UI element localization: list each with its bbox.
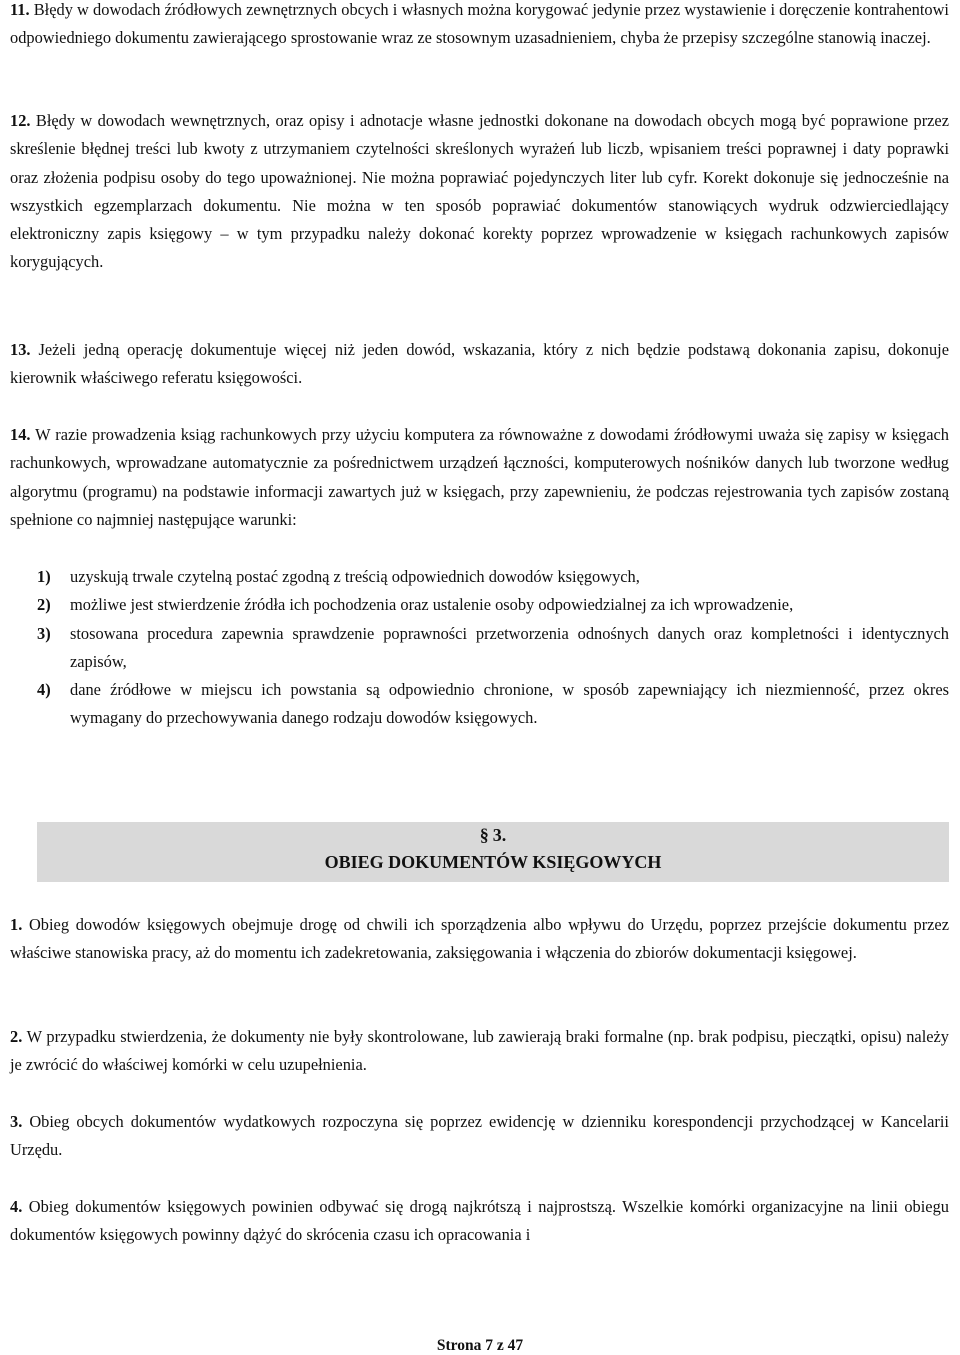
paragraph-11	[10, 0, 949, 53]
paragraph-number: 14.	[10, 425, 31, 444]
list-item	[37, 563, 949, 591]
paragraph-number: 13.	[10, 340, 31, 359]
list-item	[37, 591, 949, 619]
paragraph-text: Obieg dowodów księgowych obejmuje drogę od chwili ich sporządzenia albo wpływu do Urzędu, poprzez przejście dokumentu przez właściwe stanowiska pracy, aż do momentu ich zadekretowania, zaksięgowania i włączenia do zbiorów dokumentacji księgowej.	[10, 915, 949, 963]
circulation-paragraph-1	[10, 911, 949, 968]
paragraph-number: 3.	[10, 1112, 23, 1131]
paragraph-text: Obieg dokumentów księgowych powinien odbywać się drogą najkrótszą i najprostszą. Wszelkie komórki organizacyjne na linii obiegu dokumentów księgowych powinny dążyć do skrócenia czasu ich opracowania i	[10, 1197, 949, 1245]
paragraph-text: Jeżeli jedną operację dokumentuje więcej niż jeden dowód, wskazania, który z nich będzie podstawą dokonania zapisu, dokonuje kierownik właściwego referatu księgowości.	[10, 340, 949, 388]
paragraph-14	[10, 421, 949, 534]
list-item-text: stosowana procedura zapewnia sprawdzenie poprawności przetworzenia odnośnych danych oraz kompletności i identycznych zapisów,	[70, 623, 949, 671]
page-footer: Strona 7 z 47	[436, 1337, 524, 1354]
paragraph-number: 12.	[10, 111, 31, 130]
conditions-list	[37, 563, 949, 733]
circulation-paragraph-3	[10, 1108, 949, 1165]
paragraph-number: 2.	[10, 1027, 23, 1046]
paragraph-text: Błędy w dowodach wewnętrznych, oraz opisy i adnotacje własne jednostki dokonane na dowodach obcych mogą być poprawione przez skreślenie błędnej treści lub kwoty z utrzymaniem czytelności skreślonych wyrażeń lub liczb, wpisaniem treści poprawnej i daty poprawki oraz złożenia podpisu osoby do tego upoważnionej. Nie można poprawiać pojedynczych liter lub cyfr. Korekt dokonuje się jednocześnie na wszystkich egzemplarzach dokumentu. Nie można w ten sposób poprawiać dokumentów stanowiących wydruk odzwierciedlający elektroniczny zapis księgowy – w tym przypadku należy dokonać korekty poprzez wprowadzenie w księgach rachunkowych zapisów korygujących.	[10, 111, 949, 272]
paragraph-text: W przypadku stwierdzenia, że dokumenty nie były skontrolowane, lub zawierają braki formalne (np. brak podpisu, pieczątki, opisu) należy je zwrócić do właściwej komórki w celu uzupełnienia.	[10, 1027, 949, 1075]
list-item	[37, 676, 949, 733]
list-item-text: możliwe jest stwierdzenie źródła ich pochodzenia oraz ustalenie osoby odpowiedzialnej za ich wprowadzenie,	[70, 595, 794, 615]
circulation-paragraph-2	[10, 1023, 949, 1080]
list-item-text: uzyskują trwale czytelną postać zgodną z treścią odpowiednich dowodów księgowych,	[70, 567, 640, 586]
paragraph-12	[10, 107, 949, 277]
list-item-number: 1)	[37, 567, 51, 586]
section-mark: §	[479, 825, 489, 845]
list-item-number: 3)	[37, 623, 51, 643]
section-number	[37, 825, 949, 846]
list-item-text: dane źródłowe w miejscu ich powstania są odpowiednio chronione, w sposób zapewniający ich niezmienność, przez okres wymagany do przechowywania danego rodzaju dowodów księgowych.	[70, 680, 949, 728]
paragraph-number: 1.	[10, 915, 23, 934]
paragraph-text: Błędy w dowodach źródłowych zewnętrznych obcych i własnych można korygować jedynie przez wystawienie i doręczenie kontrahentowi odpowiedniego dokumentu zawierającego sprostowanie wraz ze stosownym uzasadnieniem, chyba że przepisy szczególne stanowią inaczej.	[10, 0, 949, 48]
paragraph-number: 11.	[10, 0, 30, 19]
section-number-value: 3.	[492, 825, 507, 845]
paragraph-13	[10, 336, 949, 393]
paragraph-text: Obieg obcych dokumentów wydatkowych rozpoczyna się poprzez ewidencję w dzienniku korespondencji przychodzącej w Kancelarii Urzędu.	[10, 1112, 949, 1160]
circulation-paragraph-4	[10, 1193, 949, 1250]
section-title: OBIEG DOKUMENTÓW KSIĘGOWYCH	[324, 852, 662, 872]
paragraph-text: W razie prowadzenia ksiąg rachunkowych przy użyciu komputera za równoważne z dowodami źródłowymi uważa się zapisy w księgach rachunkowych, wprowadzane automatycznie za pośrednictwem urządzeń łączności, komputerowych nośników danych lub tworzone według algorytmu (programu) na podstawie informacji zawartych już w księgach, przy zapewnieniu, że podczas rejestrowania tych zapisów zostaną spełnione co najmniej następujące warunki:	[10, 425, 949, 529]
section-header	[37, 822, 949, 882]
list-item	[37, 620, 949, 677]
list-item-number: 2)	[37, 595, 51, 615]
list-item-number: 4)	[37, 680, 51, 700]
paragraph-number: 4.	[10, 1197, 23, 1216]
